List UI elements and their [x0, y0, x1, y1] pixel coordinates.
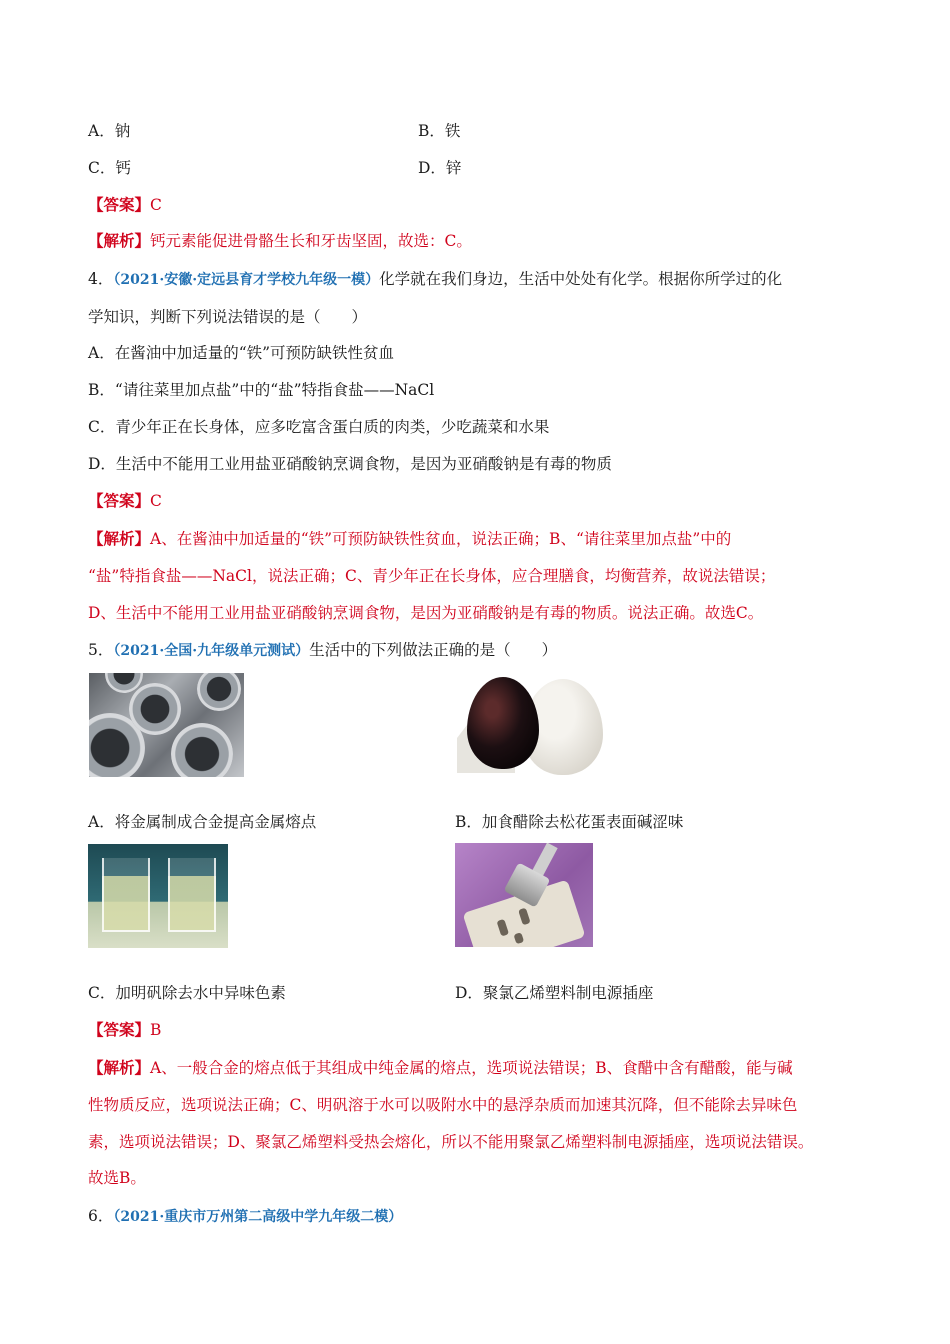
analysis-label: 【解析】 — [88, 1058, 151, 1077]
question-text: 生活中的下列做法正确的是（ ） — [309, 641, 558, 659]
analysis-label: 【解析】 — [88, 529, 151, 548]
question-source: （2021·重庆市万州第二高级中学九年级二模） — [113, 1209, 403, 1225]
answer-value: C — [150, 492, 162, 510]
q4-option-d: D．生活中不能用工业用盐亚硝酸钠烹调食物，是因为亚硝酸钠是有毒的物质 — [88, 455, 612, 473]
answer-value: C — [150, 196, 162, 214]
preserved-eggs-image — [455, 671, 605, 777]
beakers-image — [88, 844, 228, 948]
metal-pipes-image — [89, 673, 244, 777]
q5-analysis-line4: 故选B。 — [88, 1169, 146, 1187]
q5-option-b: B．加食醋除去松花蛋表面碱涩味 — [455, 813, 684, 831]
q6-stem — [88, 1204, 402, 1226]
q3-option-a: A．钠 — [88, 122, 131, 140]
q5-analysis-line1 — [88, 1056, 793, 1078]
analysis-label: 【解析】 — [88, 231, 151, 250]
question-text: 化学就在我们身边，生活中处处有化学。根据你所学过的化 — [379, 270, 783, 288]
q5-option-d: D．聚氯乙烯塑料制电源插座 — [455, 984, 654, 1002]
q4-analysis-line1 — [88, 527, 731, 549]
q3-option-d: D．锌 — [418, 159, 462, 177]
q5-answer — [88, 1018, 161, 1040]
q5-analysis-line3: 素，选项说法错误；D、聚氯乙烯塑料受热会熔化，所以不能用聚氯乙烯塑料制电源插座，选项说法错误。 — [88, 1133, 814, 1151]
q4-stem-line2: 学知识，判断下列说法错误的是（ ） — [88, 308, 368, 326]
plug-socket-image — [455, 843, 593, 947]
answer-value: B — [150, 1021, 162, 1039]
question-source: （2021·全国·九年级单元测试） — [113, 643, 310, 659]
q4-option-c: C．青少年正在长身体，应多吃富含蛋白质的肉类，少吃蔬菜和水果 — [88, 418, 550, 436]
q5-stem — [88, 638, 557, 660]
analysis-text: A、一般合金的熔点低于其组成中纯金属的熔点，选项说法错误；B、食醋中含有醋酸，能与碱 — [150, 1059, 793, 1077]
q3-answer — [88, 193, 162, 215]
q4-stem — [88, 267, 782, 289]
q4-option-b: B．“请往菜里加点盐”中的“盐”特指食盐——NaCl — [88, 381, 435, 399]
q5-option-c: C．加明矾除去水中异味色素 — [88, 984, 286, 1002]
q3-option-b: B．铁 — [418, 122, 461, 140]
q4-analysis-line2: “盐”特指食盐——NaCl，说法正确；C、青少年正在长身体，应合理膳食，均衡营养，故说法错误； — [88, 567, 776, 585]
q5-analysis-line2: 性物质反应，选项说法正确；C、明矾溶于水可以吸附水中的悬浮杂质而加速其沉降，但不能除去异味色 — [88, 1096, 798, 1114]
answer-label: 【答案】 — [88, 195, 151, 214]
q3-option-c: C．钙 — [88, 159, 131, 177]
question-number: 4． — [88, 270, 114, 288]
q4-analysis-line3: D、生活中不能用工业用盐亚硝酸钠烹调食物，是因为亚硝酸钠是有毒的物质。说法正确。故选C。 — [88, 604, 764, 622]
q4-answer — [88, 489, 162, 511]
answer-label: 【答案】 — [88, 491, 151, 510]
answer-label: 【答案】 — [88, 1020, 151, 1039]
question-number: 6． — [88, 1207, 114, 1225]
q5-option-a: A．将金属制成合金提高金属熔点 — [88, 813, 317, 831]
question-source: （2021·安徽·定远县育才学校九年级一模） — [113, 272, 380, 288]
analysis-text: A、在酱油中加适量的“铁”可预防缺铁性贫血，说法正确；B、“请往菜里加点盐”中的 — [150, 530, 732, 548]
analysis-text: 钙元素能促进骨骼生长和牙齿坚固，故选：C。 — [150, 232, 472, 250]
q3-analysis — [88, 229, 472, 251]
question-number: 5． — [88, 641, 114, 659]
q4-option-a: A．在酱油中加适量的“铁”可预防缺铁性贫血 — [88, 344, 395, 362]
